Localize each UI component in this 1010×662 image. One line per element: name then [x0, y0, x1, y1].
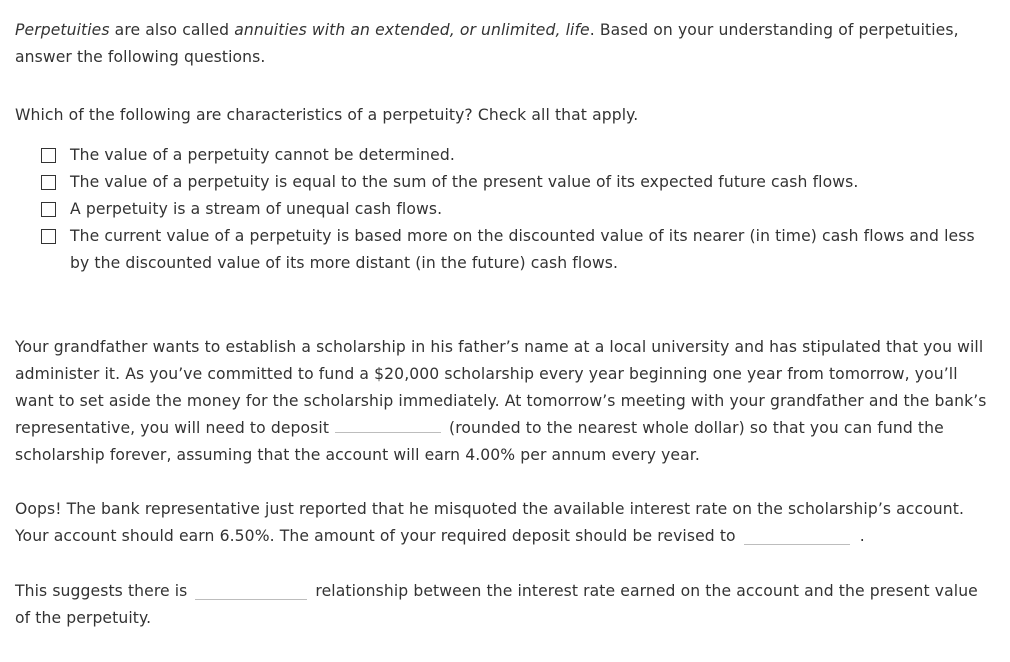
option-item	[41, 196, 981, 223]
option-checkbox-1[interactable]	[41, 148, 56, 163]
option-label-4: The current value of a perpetuity is based more on the discounted value of its nearer (in time) cash flows and less by the discounted value of its more distant (in the future) cash flows.	[70, 227, 975, 272]
question4-text-before: This suggests there is	[15, 582, 188, 600]
question4-paragraph	[15, 578, 990, 632]
option-label-2: The value of a perpetuity is equal to the sum of the present value of its expected future cash flows.	[70, 173, 859, 191]
question3-paragraph	[15, 496, 990, 550]
question3-period: .	[859, 527, 865, 545]
option-checkbox-2[interactable]	[41, 175, 56, 190]
intro-text: are also called	[109, 21, 235, 39]
question1-options	[41, 142, 981, 277]
question3-text-before: Oops! The bank representative just reported that he misquoted the available interest rate on the scholarship’s account. Your account should earn 6.50%. The amount of your required deposit should be revised to	[15, 500, 965, 545]
intro-text-end: . Based on your understanding of perpetuities, answer the following questions.	[15, 21, 959, 66]
option-item	[41, 169, 981, 196]
intro-term: Perpetuities	[15, 21, 110, 39]
question4-text-after: relationship between the interest rate earned on the account and the present value of the perpetuity.	[15, 582, 978, 627]
deposit-dropdown[interactable]	[335, 431, 441, 433]
intro-definition: annuities with an extended, or unlimited, life	[234, 21, 590, 39]
option-checkbox-4[interactable]	[41, 229, 56, 244]
option-label-3: A perpetuity is a stream of unequal cash flows.	[70, 200, 443, 218]
option-item	[41, 223, 981, 277]
option-checkbox-3[interactable]	[41, 202, 56, 217]
question2-text-before: Your grandfather wants to establish a scholarship in his father’s name at a local university and has stipulated that you will administer it. As you’ve committed to fund a $20,000 scholarship every year beginning one year from tomorrow, you’ll want to set aside the money for the scholarship immediately. At tomorrow’s meeting with your grandfather and the bank’s representative, you will need to deposit	[15, 338, 987, 437]
intro-paragraph	[15, 17, 990, 71]
option-item	[41, 142, 981, 169]
question1-prompt: Which of the following are characteristics of a perpetuity? Check all that apply.	[15, 106, 639, 124]
relationship-dropdown[interactable]	[195, 598, 307, 600]
question2-paragraph	[15, 334, 990, 469]
revised-deposit-dropdown[interactable]	[744, 543, 850, 545]
question2-text-after: (rounded to the nearest whole dollar) so that you can fund the scholarship forever, assuming that the account will earn 4.00% per annum every year.	[15, 419, 944, 464]
option-label-1: The value of a perpetuity cannot be determined.	[70, 146, 455, 164]
